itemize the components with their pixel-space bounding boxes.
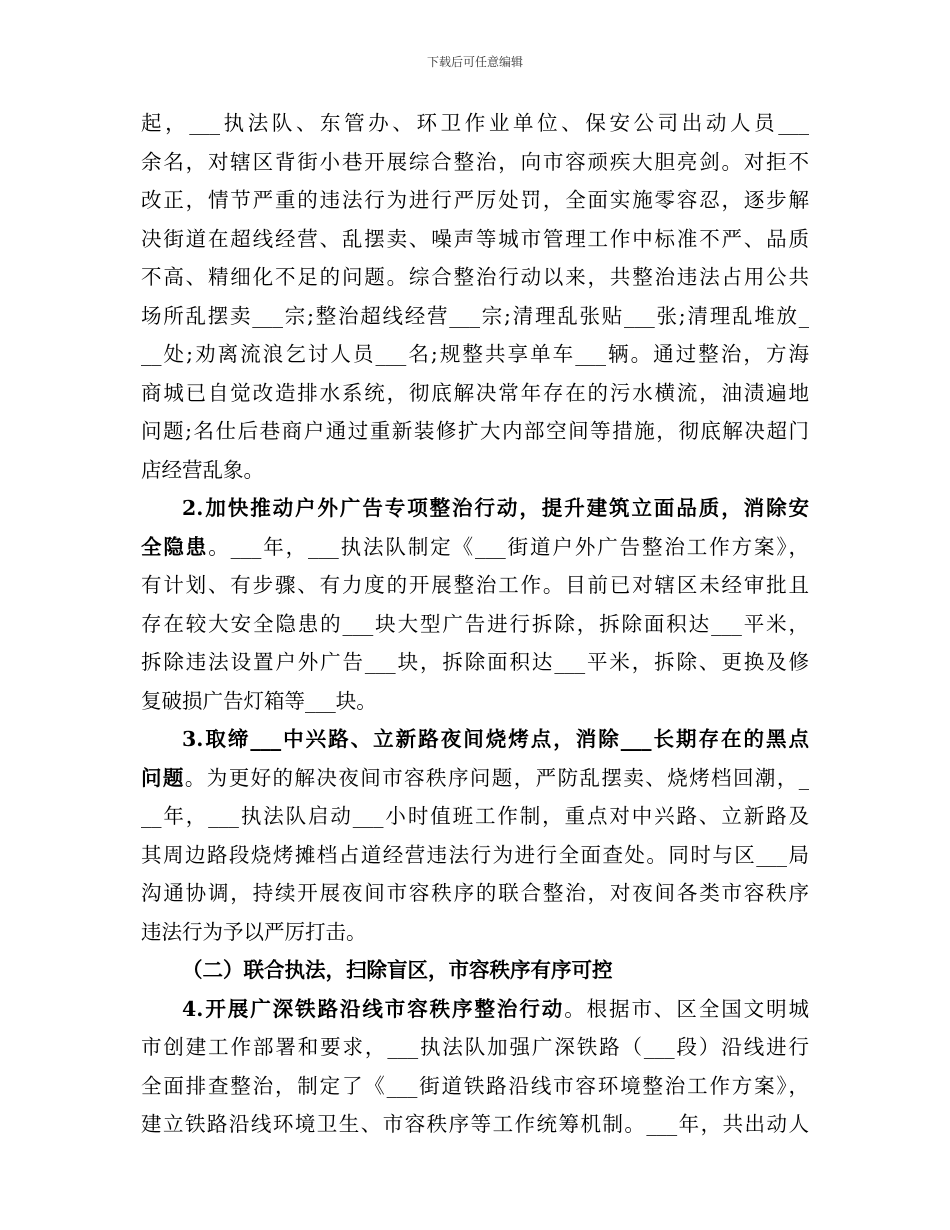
body-text: 场所乱摆卖___宗;整治超线经营___宗;清理乱张贴___张;清理乱堆放_ [141, 303, 809, 328]
body-text: 存在较大安全隐患的___块大型广告进行拆除，拆除面积达___平米， [141, 611, 809, 636]
bold-text: （二）联合执法，扫除盲区，市容秩序有序可控 [182, 958, 613, 982]
text-line-20 [141, 836, 809, 875]
body-text: 其周边路段烧烤摊档占道经营违法行为进行全面查处。同时与区___局 [141, 842, 809, 867]
section-heading-4 [141, 990, 809, 1029]
body-text: 问题;名仕后巷商户通过重新装修扩大内部空间等措施，彻底解决超门 [141, 419, 809, 443]
body-text: 。根据市、区全国文明城 [564, 996, 809, 1021]
body-text: 。为更好的解决夜间市容秩序问题，严防乱摆卖、烧烤档回潮，_ [184, 765, 810, 790]
body-text: 违法行为予以严厉打击。 [141, 919, 367, 944]
text-line-25 [141, 1028, 809, 1067]
text-line-27 [141, 1105, 809, 1144]
text-line-16 [141, 682, 809, 721]
text-line-1 [141, 104, 809, 143]
body-text: __处;劝离流浪乞讨人员___名;规整共享单车___辆。通过整治，方海 [141, 342, 809, 366]
body-text: 余名，对辖区背街小巷开展综合整治，向市容顽疾大胆亮剑。对拒不 [141, 149, 809, 174]
bold-text: 问题 [141, 765, 185, 790]
body-text: 。___年，___执法队制定《___街道户外广告整治工作方案》， [208, 534, 810, 559]
body-text: 拆除违法设置户外广告___块，拆除面积达___平米，拆除、更换及修 [141, 650, 809, 674]
text-line-12 [141, 528, 809, 567]
body-text: 沟通协调，持续开展夜间市容秩序的联合整治，对夜间各类市容秩序 [141, 881, 809, 905]
document-body [141, 104, 809, 1144]
section-heading-3 [141, 720, 809, 759]
body-text: 改正，情节严重的违法行为进行严厉处罚，全面实施零容忍，逐步解 [141, 188, 809, 212]
bold-text: 3.取缔___中兴路、立新路夜间烧烤点，消除___长期存在的黑点 [182, 727, 809, 751]
body-text: 不高、精细化不足的问题。综合整治行动以来，共整治违法占用公共 [141, 265, 809, 289]
body-text: 决街道在超线经营、乱摆卖、噪声等城市管理工作中标准不严、品质 [141, 226, 809, 251]
text-line-6 [141, 297, 809, 336]
text-line-15 [141, 643, 809, 682]
bold-text: 全隐患 [141, 534, 209, 559]
text-line-14 [141, 605, 809, 644]
body-text: 复破损广告灯箱等___块。 [141, 688, 377, 713]
body-text: __年，___执法队启动___小时值班工作制，重点对中兴路、立新路及 [141, 804, 809, 828]
section-heading-2 [141, 489, 809, 528]
bold-text: 2.加快推动户外广告专项整治行动，提升建筑立面品质，消除安 [182, 496, 809, 520]
body-text: 商城已自觉改造排水系统，彻底解决常年存在的污水横流，油渍遍地 [141, 380, 809, 405]
bold-text: 4.开展广深铁路沿线市容秩序整治行动 [182, 996, 565, 1021]
text-line-13 [141, 566, 809, 605]
body-text: 建立铁路沿线环境卫生、市容秩序等工作统筹机制。___年，共出动人 [141, 1112, 809, 1136]
text-line-2 [141, 143, 809, 182]
text-line-19 [141, 797, 809, 836]
text-line-7 [141, 335, 809, 374]
text-line-21 [141, 874, 809, 913]
body-text: 有计划、有步骤、有力度的开展整治工作。目前已对辖区未经审批且 [141, 573, 809, 597]
text-line-10 [141, 451, 809, 490]
subsection-heading [141, 951, 809, 990]
text-line-9 [141, 412, 809, 451]
text-line-8 [141, 374, 809, 413]
page-header: 下载后可任意编辑 [426, 55, 523, 69]
text-line-22 [141, 913, 809, 952]
text-line-18 [141, 759, 809, 798]
text-line-5 [141, 258, 809, 297]
text-line-4 [141, 220, 809, 259]
body-text: 市创建工作部署和要求，___执法队加强广深铁路（___段）沿线进行 [141, 1035, 809, 1059]
body-text: 店经营乱象。 [141, 457, 264, 482]
text-line-26 [141, 1067, 809, 1106]
text-line-3 [141, 181, 809, 220]
body-text: 全面排查整治，制定了《___街道铁路沿线市容环境整治工作方案》， [141, 1073, 809, 1098]
body-text: 起，___执法队、东管办、环卫作业单位、保安公司出动人员___ [141, 111, 809, 135]
